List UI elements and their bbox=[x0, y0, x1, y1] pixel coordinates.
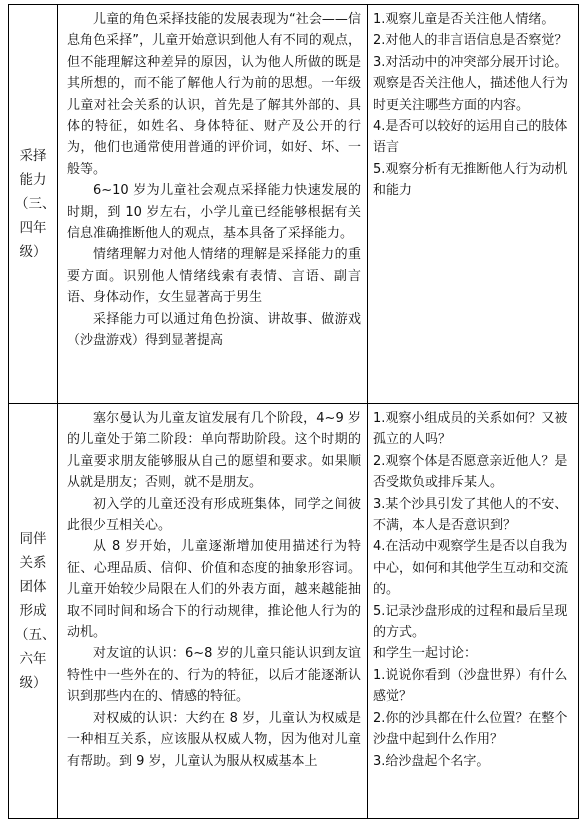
description-cell bbox=[58, 5, 368, 404]
description-paragraph: 对权威的认识：大约在 8 岁，儿童认为权威是一种相互关系，应该服从权威人物，因为他对儿童有帮助。到 9 岁，儿童认为服从权威基本上 bbox=[67, 710, 361, 769]
description-paragraph: 采择能力可以通过角色扮演、讲故事、做游戏（沙盘游戏）得到显著提高 bbox=[67, 311, 361, 349]
observation-item: 3.给沙盘起个名字。 bbox=[373, 753, 490, 769]
observation-item: 5.记录沙盘形成的过程和最后呈现的方式。 bbox=[373, 603, 568, 641]
row-label: 采择能力（三、四年级） bbox=[15, 148, 56, 260]
row-label: 同伴关系团体形成（五、六年级） bbox=[15, 531, 56, 691]
observation-item: 2.对他人的非言语信息是否察觉？ bbox=[373, 33, 568, 49]
table-row-perspective-taking bbox=[9, 5, 579, 404]
observation-item: 2.观察个体是否愿意亲近他人？是否受欺负或排斥某人。 bbox=[373, 453, 568, 491]
description-paragraph: 情绪理解力对他人情绪的理解是采择能力的重要方面。识别他人情绪线索有表情、言语、副言语、身体动作，女生显著高于男生 bbox=[67, 247, 361, 306]
description-paragraph: 从 8 岁开始，儿童逐渐增加使用描述行为特征、心理品质、信仰、价值和态度的抽象形容词。儿童开始较少局限在人们的外表方面，越来越能抽取不同时间和场合下的行动规律，推论他人行为的动机。 bbox=[67, 539, 361, 641]
observation-item: 观察是否关注他人，描述他人行为时更关注哪些方面的内容。 bbox=[373, 76, 569, 113]
observation-item: 和学生一起讨论： bbox=[373, 646, 478, 662]
description-paragraph: 儿童的角色采择技能的发展表现为“社会——信息角色采择”，儿童开始意识到他人有不同的观点，但不能理解这种差异的原因，认为他人所做的既是其所想的，而不能了解他人行为前的思想。一年级儿童对社会关系的认识，首先是了解其外部的、具体的特征，如姓名、身体特征、财产及公开的行为，他们也通常使用普通的评价词，如好、坏、一般等。 bbox=[67, 12, 361, 177]
description-paragraph: 初入学的儿童还没有形成班集体，同学之间彼此很少互相关心。 bbox=[67, 496, 361, 534]
observation-item: 4.在活动中观察学生是否以自我为中心，如何和其他学生互动和交流的。 bbox=[373, 539, 569, 598]
observation-cell bbox=[368, 5, 579, 404]
observation-item: 5.观察分析有无推断他人行为动机和能力 bbox=[373, 161, 568, 199]
description-paragraph: 对友谊的认识：6~8 岁的儿童只能认识到友谊特性中一些外在的、行为的特征，以后才能逐渐认识到那些内在的、情感的特征。 bbox=[67, 646, 361, 705]
observation-item: 4.是否可以较好的运用自己的肢体语言 bbox=[373, 119, 568, 156]
observation-item: 1.说说你看到（沙盘世界）有什么感觉？ bbox=[373, 667, 568, 705]
observation-item: 1.观察小组成员的关系如何？又被孤立的人吗？ bbox=[373, 411, 568, 448]
description-paragraph: 塞尔曼认为儿童友谊发展有几个阶段，4~9 岁的儿童处于第二阶段：单向帮助阶段。这个时期的儿童要求朋友能够服从自己的愿望和要求。如果顺从就是朋友；否则，就不是朋友。 bbox=[67, 411, 361, 491]
observation-cell bbox=[368, 404, 579, 819]
row-label-cell bbox=[9, 5, 58, 404]
row-label-cell bbox=[9, 404, 58, 819]
document-table bbox=[8, 4, 579, 819]
table-row-peer-group bbox=[9, 404, 579, 819]
observation-item: 3.对活动中的冲突部分展开讨论。 bbox=[373, 54, 568, 70]
description-paragraph: 6~10 岁为儿童社会观点采择能力快速发展的时期，到 10 岁左右，小学儿童已经能够根据有关信息准确推断他人的观点，基本具备了采择能力。 bbox=[67, 183, 361, 242]
observation-item: 2.你的沙具都在什么位置？在整个沙盘中起到什么作用？ bbox=[373, 710, 568, 748]
observation-item: 1.观察儿童是否关注他人情绪。 bbox=[373, 12, 555, 27]
description-cell bbox=[58, 404, 368, 819]
observation-item: 3.某个沙具引发了其他人的不安、不满，本人是否意识到？ bbox=[373, 496, 568, 534]
